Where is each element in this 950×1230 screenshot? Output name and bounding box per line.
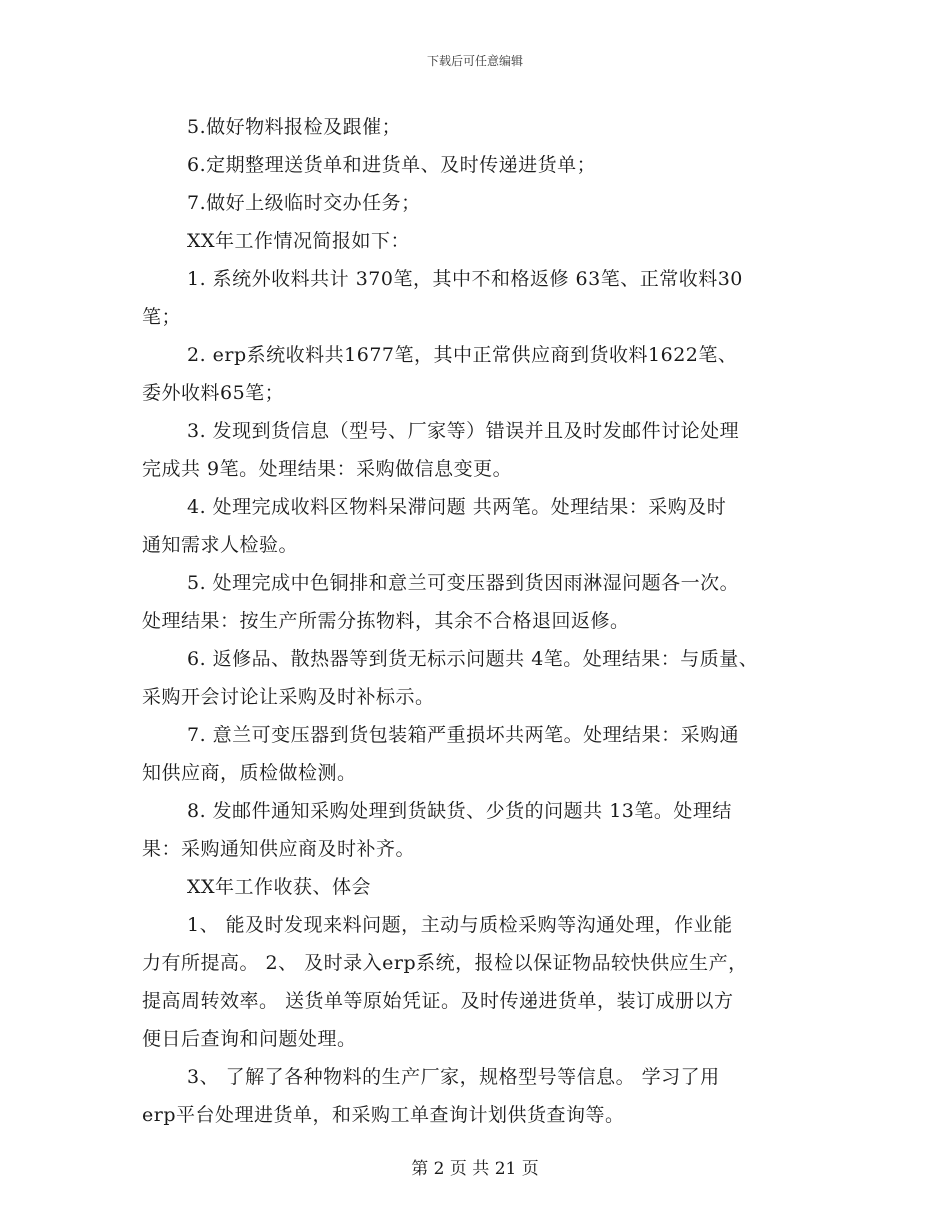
body-line: 3. 发现到货信息（型号、厂家等）错误并且及时发邮件讨论处理 [187, 420, 740, 442]
body-line: 7.做好上级临时交办任务； [187, 192, 421, 214]
body-line: erp平台处理进货单，和采购工单查询计划供货查询等。 [142, 1104, 625, 1126]
body-line: 5.做好物料报检及跟催； [187, 116, 402, 138]
document-body [142, 108, 832, 1134]
body-line: 通知需求人检验。 [142, 534, 299, 556]
body-line: 6.定期整理送货单和进货单、及时传递进货单； [187, 154, 597, 176]
body-line: 6. 返修品、散热器等到货无标示问题共 4笔。处理结果：与质量、 [187, 648, 759, 670]
body-line: 8. 发邮件通知采购处理到货缺货、少货的问题共 13笔。处理结 [187, 800, 732, 822]
body-line: 3、 了解了各种物料的生产厂家，规格型号等信息。 学习了用 [187, 1066, 720, 1088]
body-line: 4. 处理完成收料区物料呆滞问题 共两笔。处理结果：采购及时 [187, 496, 727, 518]
body-line: 1、 能及时发现来料问题，主动与质检采购等沟通处理，作业能 [187, 914, 733, 936]
body-line: 2. erp系统收料共1677笔，其中正常供应商到货收料1622笔、 [187, 344, 738, 366]
body-line: 1. 系统外收料共计 370笔，其中不和格返修 63笔、正常收料30 [187, 268, 743, 290]
body-line: 知供应商，质检做检测。 [142, 762, 357, 784]
body-line: 笔； [142, 306, 182, 328]
body-line: 力有所提高。 2、 及时录入erp系统，报检以保证物品较快供应生产， [142, 952, 748, 974]
body-line: 果：采购通知供应商及时补齐。 [142, 838, 416, 860]
body-line: 便日后查询和问题处理。 [142, 1028, 357, 1050]
page-footer: 第 2 页 共 21 页 [411, 1159, 539, 1179]
body-line: 采购开会讨论让采购及时补标示。 [142, 686, 435, 708]
body-line: 委外收料65笔； [142, 382, 285, 404]
body-line: XX年工作情况简报如下： [187, 230, 411, 252]
page-header: 下载后可任意编辑 [426, 54, 523, 68]
body-line: XX年工作收获、体会 [187, 876, 372, 898]
body-line: 完成共 9笔。处理结果：采购做信息变更。 [142, 458, 513, 480]
body-line: 处理结果：按生产所需分拣物料，其余不合格退回返修。 [142, 610, 630, 632]
body-line: 提高周转效率。 送货单等原始凭证。及时传递进货单，装订成册以方 [142, 990, 734, 1012]
body-line: 7. 意兰可变压器到货包装箱严重损坏共两笔。处理结果：采购通 [187, 724, 740, 746]
body-line: 5. 处理完成中色铜排和意兰可变压器到货因雨淋湿问题各一次。 [187, 572, 740, 594]
